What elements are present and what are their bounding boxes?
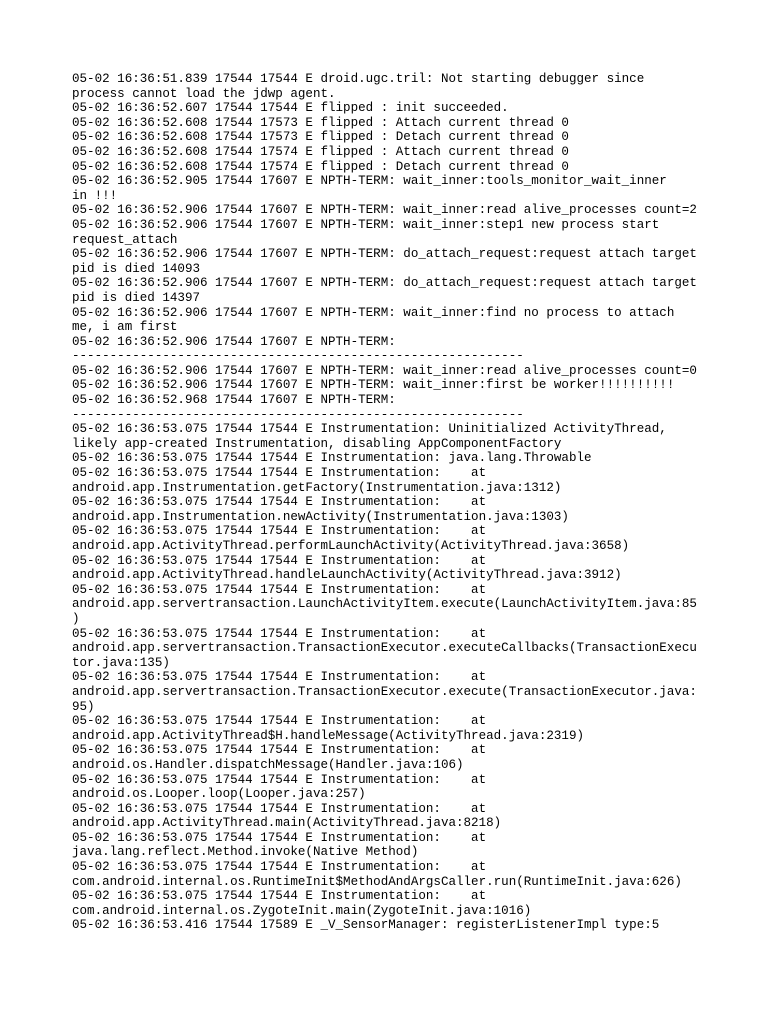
log-line: 05-02 16:36:52.905 17544 17607 E NPTH-TERM: wait_inner:tools_monitor_wait_inner bbox=[72, 174, 667, 189]
log-line: android.app.servertransaction.TransactionExecutor.executeCallbacks(TransactionExecu bbox=[72, 641, 697, 656]
log-line: 05-02 16:36:53.075 17544 17544 E Instrumentation: at bbox=[72, 772, 487, 787]
log-line: 05-02 16:36:52.608 17544 17573 E flipped : Attach current thread 0 bbox=[72, 115, 569, 130]
log-line: 05-02 16:36:53.075 17544 17544 E Instrumentation: at bbox=[72, 670, 487, 685]
log-line: 05-02 16:36:52.906 17544 17607 E NPTH-TERM: wait_inner:read alive_processes count=2 bbox=[72, 203, 697, 218]
log-line: likely app-created Instrumentation, disabling AppComponentFactory bbox=[72, 436, 562, 451]
log-line: 05-02 16:36:52.607 17544 17544 E flipped : init succeeded. bbox=[72, 101, 509, 116]
log-line: 05-02 16:36:52.906 17544 17607 E NPTH-TERM: wait_inner:first be worker!!!!!!!!!! bbox=[72, 378, 675, 393]
log-line: 05-02 16:36:53.075 17544 17544 E Instrumentation: at bbox=[72, 553, 487, 568]
log-line: 05-02 16:36:53.416 17544 17589 E _V_SensorManager: registerListenerImpl type:5 bbox=[72, 918, 660, 933]
log-line: android.app.Instrumentation.newActivity(Instrumentation.java:1303) bbox=[72, 509, 569, 524]
log-line: 05-02 16:36:53.075 17544 17544 E Instrumentation: at bbox=[72, 626, 487, 641]
log-line: 05-02 16:36:53.075 17544 17544 E Instrumentation: Uninitialized ActivityThread, bbox=[72, 422, 667, 437]
log-line: android.os.Looper.loop(Looper.java:257) bbox=[72, 787, 366, 802]
log-line: 05-02 16:36:53.075 17544 17544 E Instrumentation: at bbox=[72, 524, 487, 539]
log-line: in !!! bbox=[72, 188, 118, 203]
log-separator: ------------------------------------------------------------ bbox=[72, 349, 524, 364]
log-line: pid is died 14397 bbox=[72, 290, 200, 305]
log-line: 05-02 16:36:52.906 17544 17607 E NPTH-TERM: do_attach_request:request attach target bbox=[72, 276, 697, 291]
log-line: pid is died 14093 bbox=[72, 261, 200, 276]
log-line: 05-02 16:36:53.075 17544 17544 E Instrumentation: java.lang.Throwable bbox=[72, 451, 592, 466]
log-line: android.app.ActivityThread$H.handleMessage(ActivityThread.java:2319) bbox=[72, 728, 584, 743]
log-line: 05-02 16:36:53.075 17544 17544 E Instrumentation: at bbox=[72, 495, 487, 510]
log-line: me, i am first bbox=[72, 320, 178, 335]
log-line: ) bbox=[72, 611, 80, 626]
log-line: android.app.servertransaction.TransactionExecutor.execute(TransactionExecutor.java: bbox=[72, 684, 697, 699]
log-line: android.app.ActivityThread.handleLaunchActivity(ActivityThread.java:3912) bbox=[72, 568, 622, 583]
log-line: android.app.Instrumentation.getFactory(Instrumentation.java:1312) bbox=[72, 480, 562, 495]
log-line: 05-02 16:36:53.075 17544 17544 E Instrumentation: at bbox=[72, 801, 487, 816]
log-line: 05-02 16:36:53.075 17544 17544 E Instrumentation: at bbox=[72, 582, 487, 597]
log-line: android.os.Handler.dispatchMessage(Handler.java:106) bbox=[72, 757, 464, 772]
log-line: 05-02 16:36:53.075 17544 17544 E Instrumentation: at bbox=[72, 860, 487, 875]
log-line: com.android.internal.os.ZygoteInit.main(ZygoteInit.java:1016) bbox=[72, 903, 532, 918]
log-line: 05-02 16:36:52.906 17544 17607 E NPTH-TERM: do_attach_request:request attach target bbox=[72, 247, 697, 262]
log-line: 95) bbox=[72, 699, 95, 714]
log-line: android.app.ActivityThread.main(ActivityThread.java:8218) bbox=[72, 816, 502, 831]
log-separator: ------------------------------------------------------------ bbox=[72, 407, 524, 422]
log-line: 05-02 16:36:52.906 17544 17607 E NPTH-TERM: wait_inner:step1 new process start bbox=[72, 217, 660, 232]
log-line: 05-02 16:36:52.906 17544 17607 E NPTH-TERM: wait_inner:find no process to attach bbox=[72, 305, 675, 320]
log-line: 05-02 16:36:52.608 17544 17574 E flipped : Attach current thread 0 bbox=[72, 144, 569, 159]
log-line: 05-02 16:36:53.075 17544 17544 E Instrumentation: at bbox=[72, 466, 487, 481]
log-line: 05-02 16:36:53.075 17544 17544 E Instrumentation: at bbox=[72, 714, 487, 729]
log-line: android.app.ActivityThread.performLaunchActivity(ActivityThread.java:3658) bbox=[72, 539, 630, 553]
log-line: request_attach bbox=[72, 232, 178, 247]
log-line: tor.java:135) bbox=[72, 655, 170, 670]
log-line: 05-02 16:36:52.608 17544 17573 E flipped : Detach current thread 0 bbox=[72, 130, 569, 145]
log-line: process cannot load the jdwp agent. bbox=[72, 86, 336, 101]
log-line: 05-02 16:36:53.075 17544 17544 E Instrumentation: at bbox=[72, 743, 487, 758]
log-line: com.android.internal.os.RuntimeInit$MethodAndArgsCaller.run(RuntimeInit.java:626) bbox=[72, 874, 682, 889]
log-line: 05-02 16:36:53.075 17544 17544 E Instrumentation: at bbox=[72, 889, 487, 904]
log-line: 05-02 16:36:52.968 17544 17607 E NPTH-TERM: bbox=[72, 393, 396, 408]
log-text-block bbox=[72, 72, 700, 933]
log-line: java.lang.reflect.Method.invoke(Native Method) bbox=[72, 845, 419, 860]
log-line: 05-02 16:36:52.906 17544 17607 E NPTH-TERM: wait_inner:read alive_processes count=0 bbox=[72, 363, 697, 378]
log-line: 05-02 16:36:51.839 17544 17544 E droid.ugc.tril: Not starting debugger since bbox=[72, 72, 645, 86]
log-line: android.app.servertransaction.LaunchActivityItem.execute(LaunchActivityItem.java:85 bbox=[72, 597, 697, 612]
log-line: 05-02 16:36:53.075 17544 17544 E Instrumentation: at bbox=[72, 830, 487, 845]
log-line: 05-02 16:36:52.906 17544 17607 E NPTH-TERM: bbox=[72, 334, 396, 349]
log-line: 05-02 16:36:52.608 17544 17574 E flipped : Detach current thread 0 bbox=[72, 159, 569, 174]
